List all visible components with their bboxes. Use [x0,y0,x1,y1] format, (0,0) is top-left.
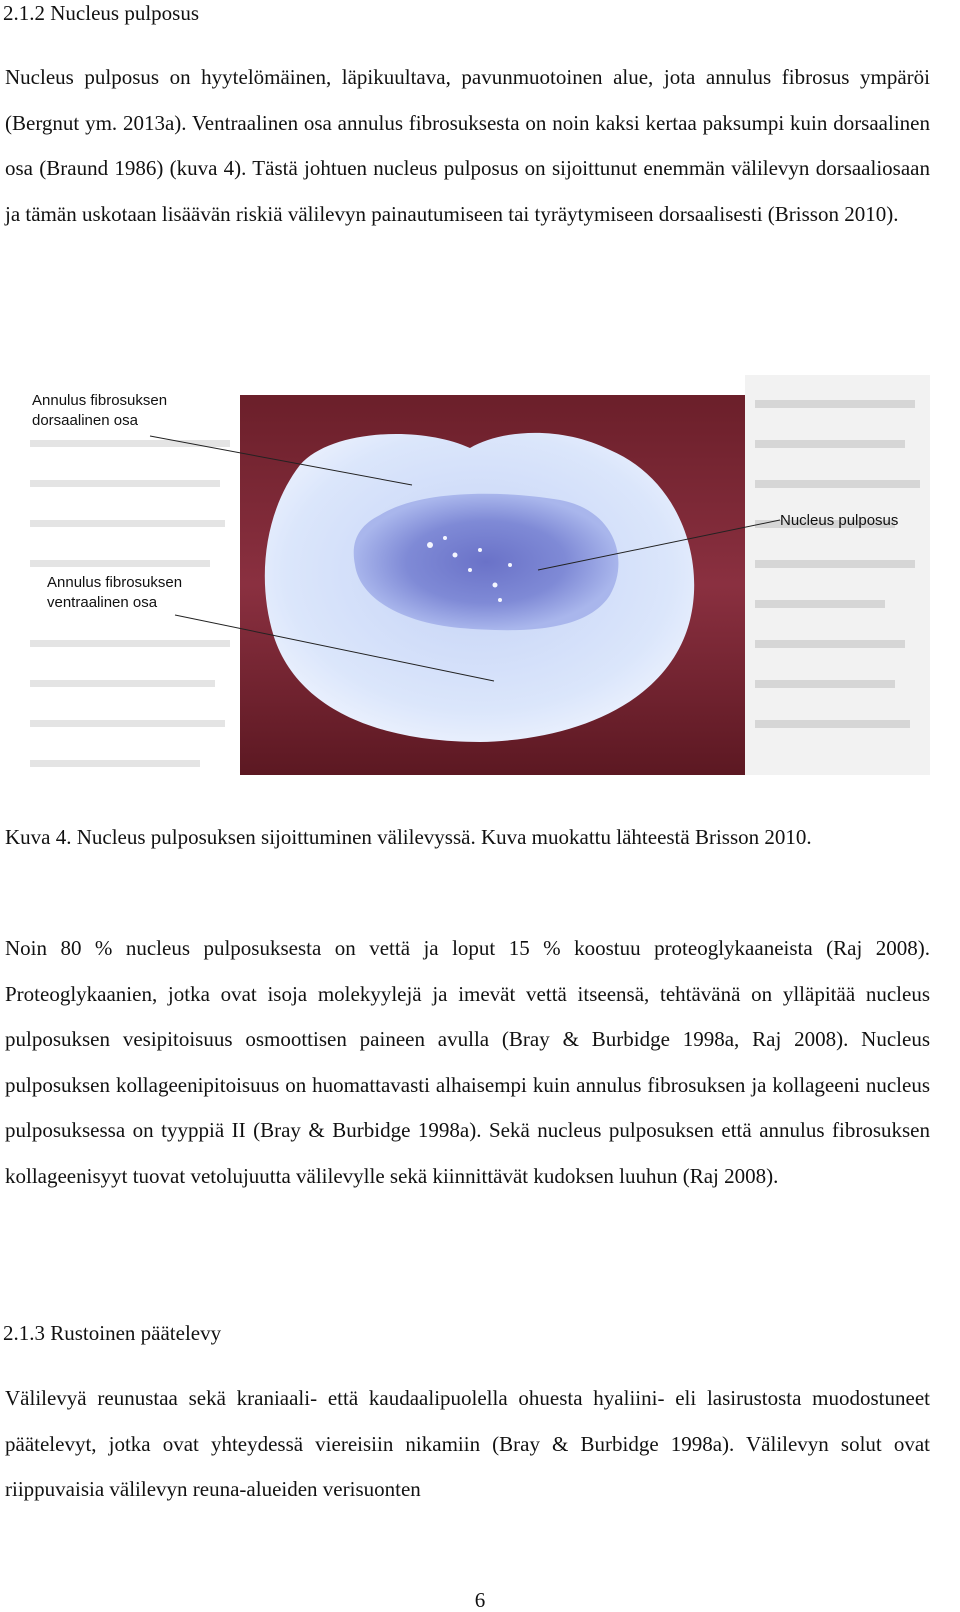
label-dorsal-line2: dorsaalinen osa [32,412,138,429]
paragraph-nucleus-intro: Nucleus pulposus on hyytelömäinen, läpikuultava, pavunmuotoinen alue, jota annulus fibrosus ympäröi (Bergnut ym. 2013a). Ventraalinen osa annulus fibrosuksesta on noin kaksi kertaa paksumpi kuin dorsaalinen osa (Braund 1986) (kuva 4). Tästä johtuen nucleus pulposus on sijoittunut enemmän välilevyn dorsaaliosaan ja tämän uskotaan lisäävän riskiä välilevyn painautumiseen tai tyräytymiseen dorsaalisesti (Brisson 2010). [5,65,930,226]
label-nucleus-pulposus: Nucleus pulposus [780,512,899,529]
label-dorsal-line1: Annulus fibrosuksen [32,392,168,409]
label-ventral-line1: Annulus fibrosuksen [47,574,183,591]
label-ventral-line2: ventraalinen osa [47,594,158,611]
paragraph-paatelevy: Välilevyä reunustaa sekä kraniaali- että kaudaalipuolella ohuesta hyaliini- eli lasirustosta muodostuneet päätelevyt, jotka ovat yhteydessä viereisiin nikamiin (Bray & Burbidge 1998a). Välilevyn solut ovat riippuvaisia välilevyn reuna-alueiden verisuonten [5,1386,930,1502]
page-number: 6 [474,1588,486,1612]
background-text-fade [745,375,930,775]
section-heading-nucleus-pulposus: 2.1.2 Nucleus pulposus [3,1,199,25]
section-heading-rustoinen-paatelevy: 2.1.3 Rustoinen päätelevy [3,1321,222,1345]
figure-caption: Kuva 4. Nucleus pulposuksen sijoittuminen välilevyssä. Kuva muokattu lähteestä Brisson 2010. [5,825,812,849]
paragraph-nucleus-composition: Noin 80 % nucleus pulposuksesta on vettä ja loput 15 % koostuu proteoglykaaneista (Raj 2008). Proteoglykaanien, jotka ovat isoja molekyylejä ja imevät vettä itseensä, tehtävänä on ylläpitää nucleus pulposuksen vesipitoisuus osmoottisen paineen avulla (Bray & Burbidge 1998a, Raj 2008). Nucleus pulposuksen kollageenipitoisuus on huomattavasti alhaisempi kuin annulus fibrosuksen ja kollageeni nucleus pulposuksessa on tyyppiä II (Bray & Burbidge 1998a). Sekä nucleus pulposuksen että annulus fibrosuksen kollageenisyyt tuovat vetolujuutta välilevylle sekä kiinnittävät kudoksen luuhun (Raj 2008). [5,936,930,1188]
figure-intervertebral-disc [0,370,960,790]
disc-photo-illustration [0,370,960,790]
